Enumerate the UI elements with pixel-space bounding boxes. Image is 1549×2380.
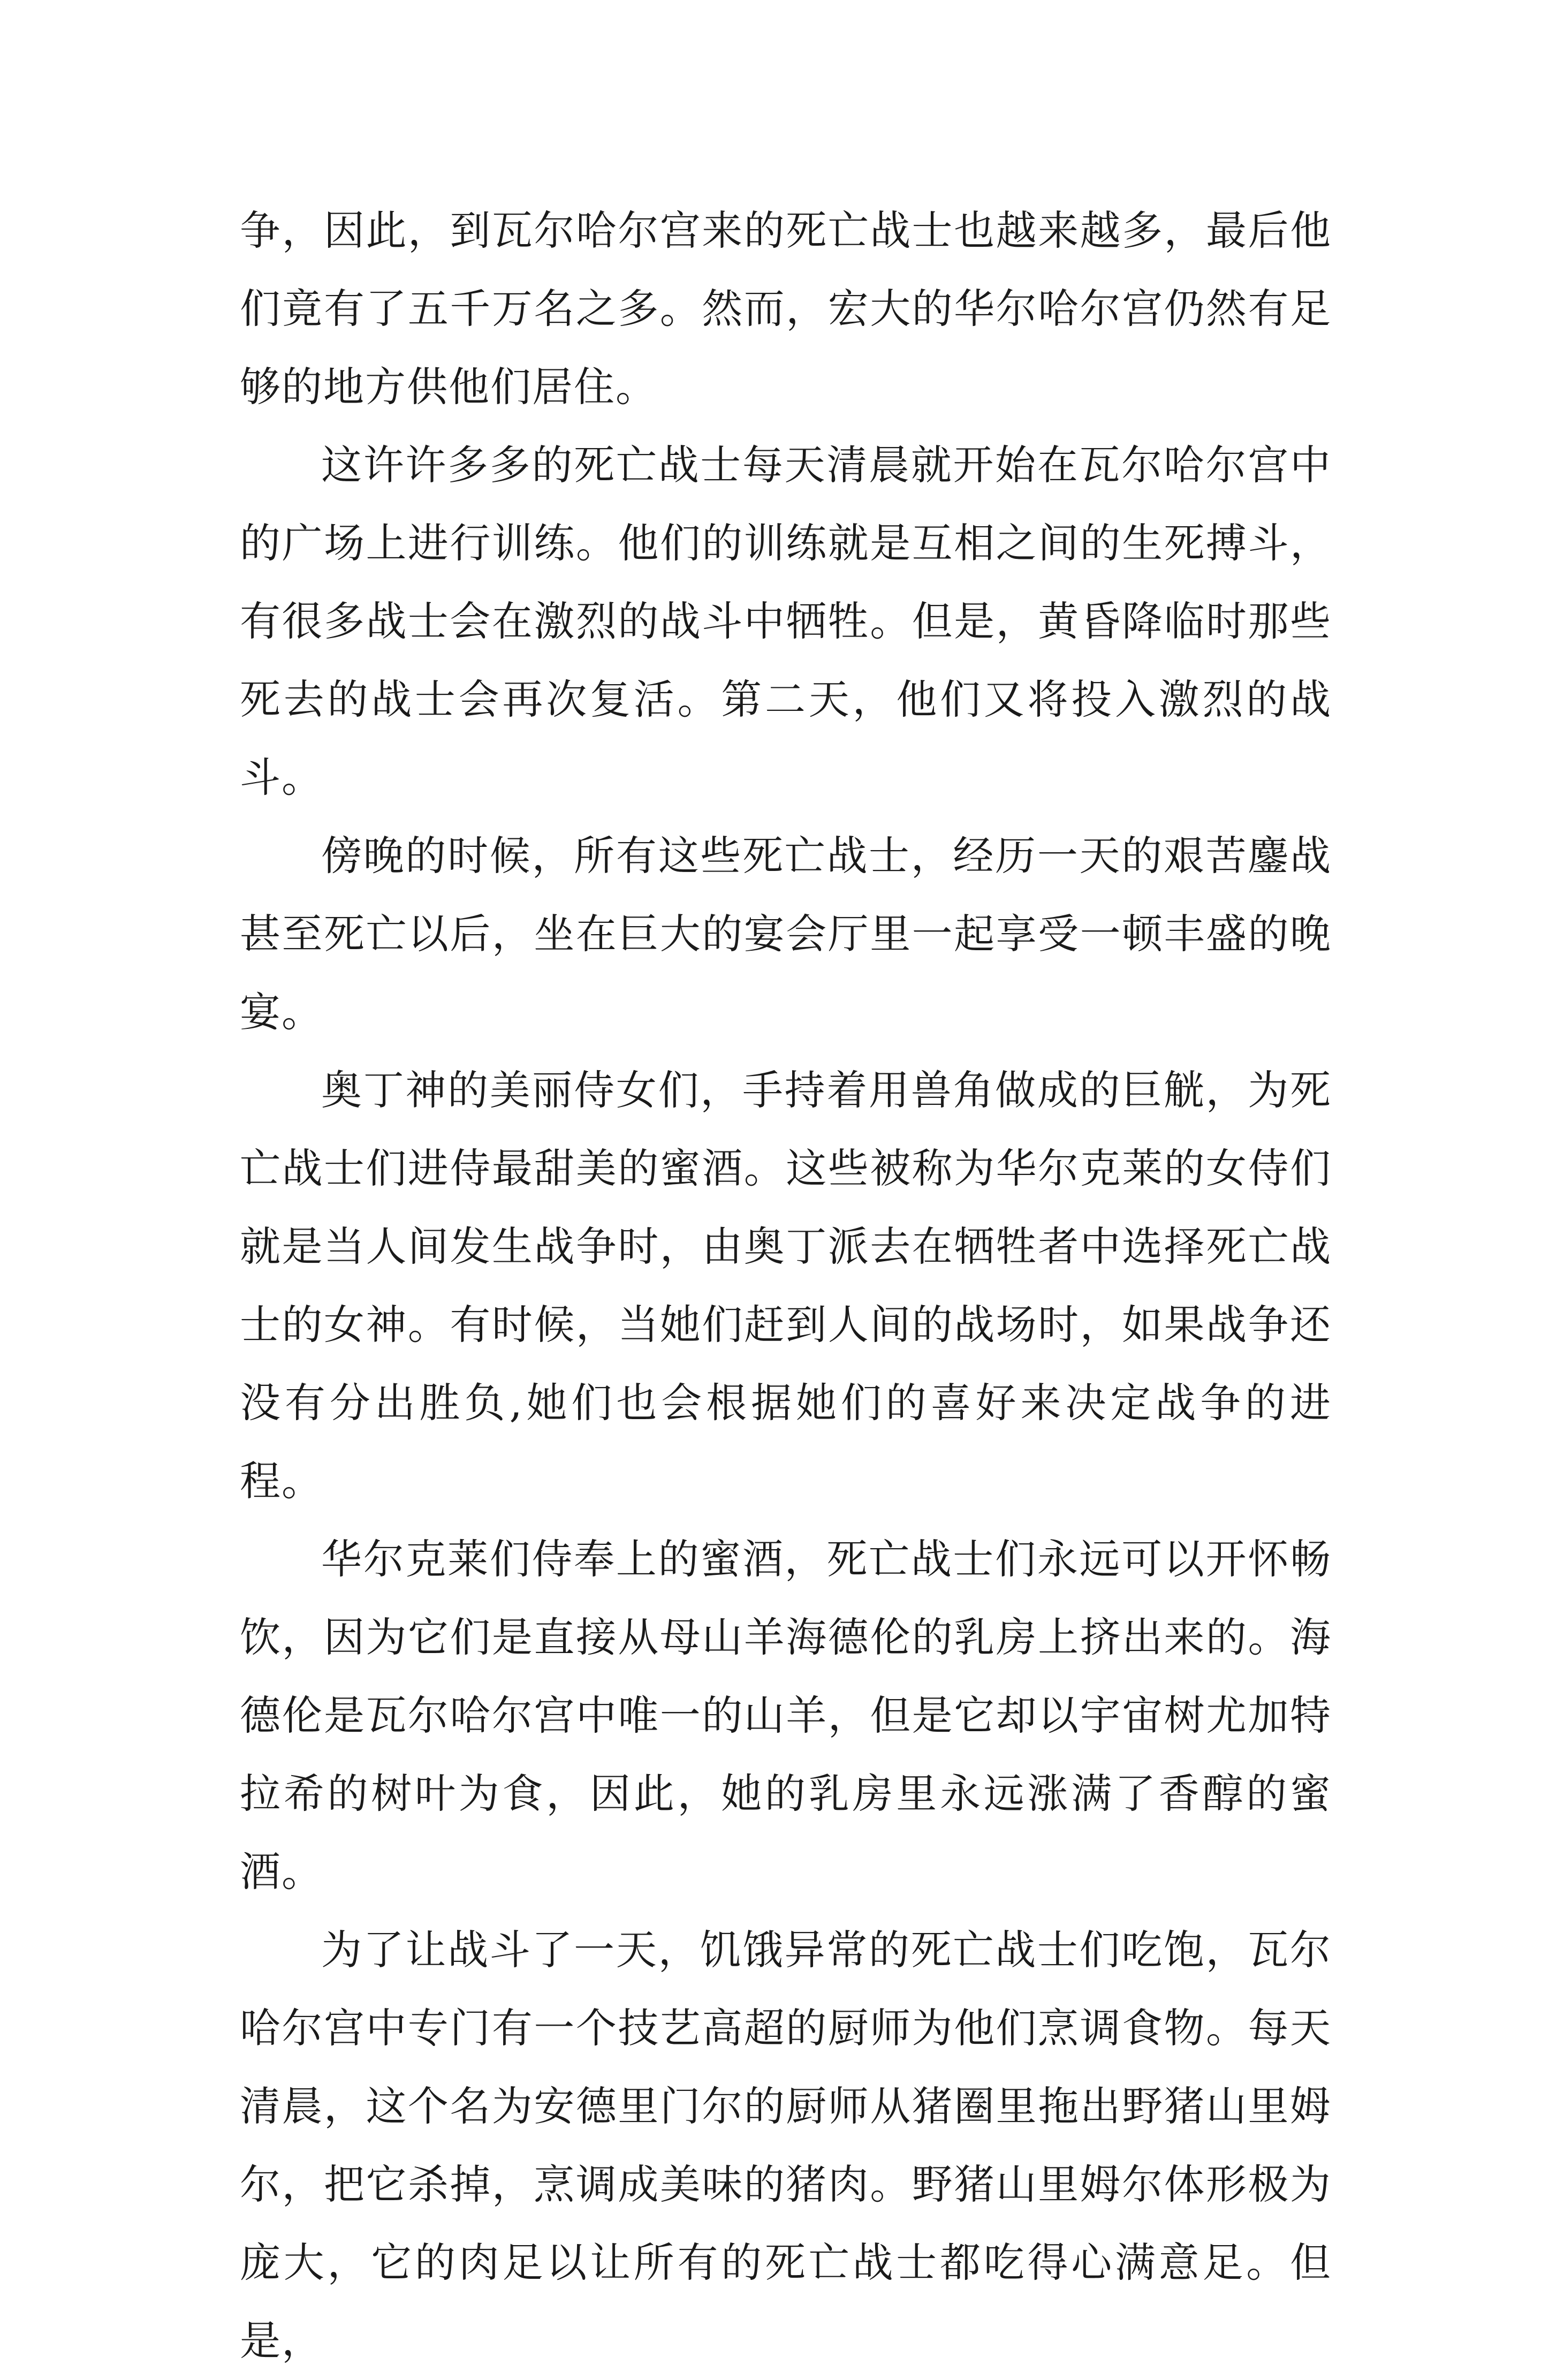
- paragraph-3: 傍晚的时候，所有这些死亡战士，经历一天的艰苦鏖战甚至死亡以后，坐在巨大的宴会厅里一起享受一顿丰盛的晚宴。: [240, 832, 1332, 1036]
- body-text: [240, 192, 1332, 2380]
- paragraph-1: 争，因此，到瓦尔哈尔宫来的死亡战士也越来越多，最后他们竟有了五千万名之多。然而，宏大的华尔哈尔宫仍然有足够的地方供他们居住。: [240, 207, 1332, 411]
- paragraph-2: 这许许多多的死亡战士每天清晨就开始在瓦尔哈尔宫中的广场上进行训练。他们的训练就是互相之间的生死搏斗，有很多战士会在激烈的战斗中牺牲。但是，黄昏降临时那些死去的战士会再次复活。第二天，他们又将投入激烈的战斗。: [240, 441, 1332, 801]
- paragraph-6: 为了让战斗了一天，饥饿异常的死亡战士们吃饱，瓦尔哈尔宫中专门有一个技艺高超的厨师为他们烹调食物。每天清晨，这个名为安德里门尔的厨师从猪圈里拖出野猪山里姆尔，把它杀掉，烹调成美味的猪肉。野猪山里姆尔体形极为庞大，它的肉足以让所有的死亡战士都吃得心满意足。但是，: [240, 1926, 1332, 2364]
- paragraph-4: 奥丁神的美丽侍女们，手持着用兽角做成的巨觥，为死亡战士们进侍最甜美的蜜酒。这些被称为华尔克莱的女侍们就是当人间发生战争时，由奥丁派去在牺牲者中选择死亡战士的女神。有时候，当她们赶到人间的战场时，如果战争还没有分出胜负,她们也会根据她们的喜好来决定战争的进程。: [240, 1066, 1332, 1505]
- paragraph-5: 华尔克莱们侍奉上的蜜酒，死亡战士们永远可以开怀畅饮，因为它们是直接从母山羊海德伦的乳房上挤出来的。海德伦是瓦尔哈尔宫中唯一的山羊，但是它却以宇宙树尤加特拉希的树叶为食，因此，她的乳房里永远涨满了香醇的蜜酒。: [240, 1535, 1332, 1896]
